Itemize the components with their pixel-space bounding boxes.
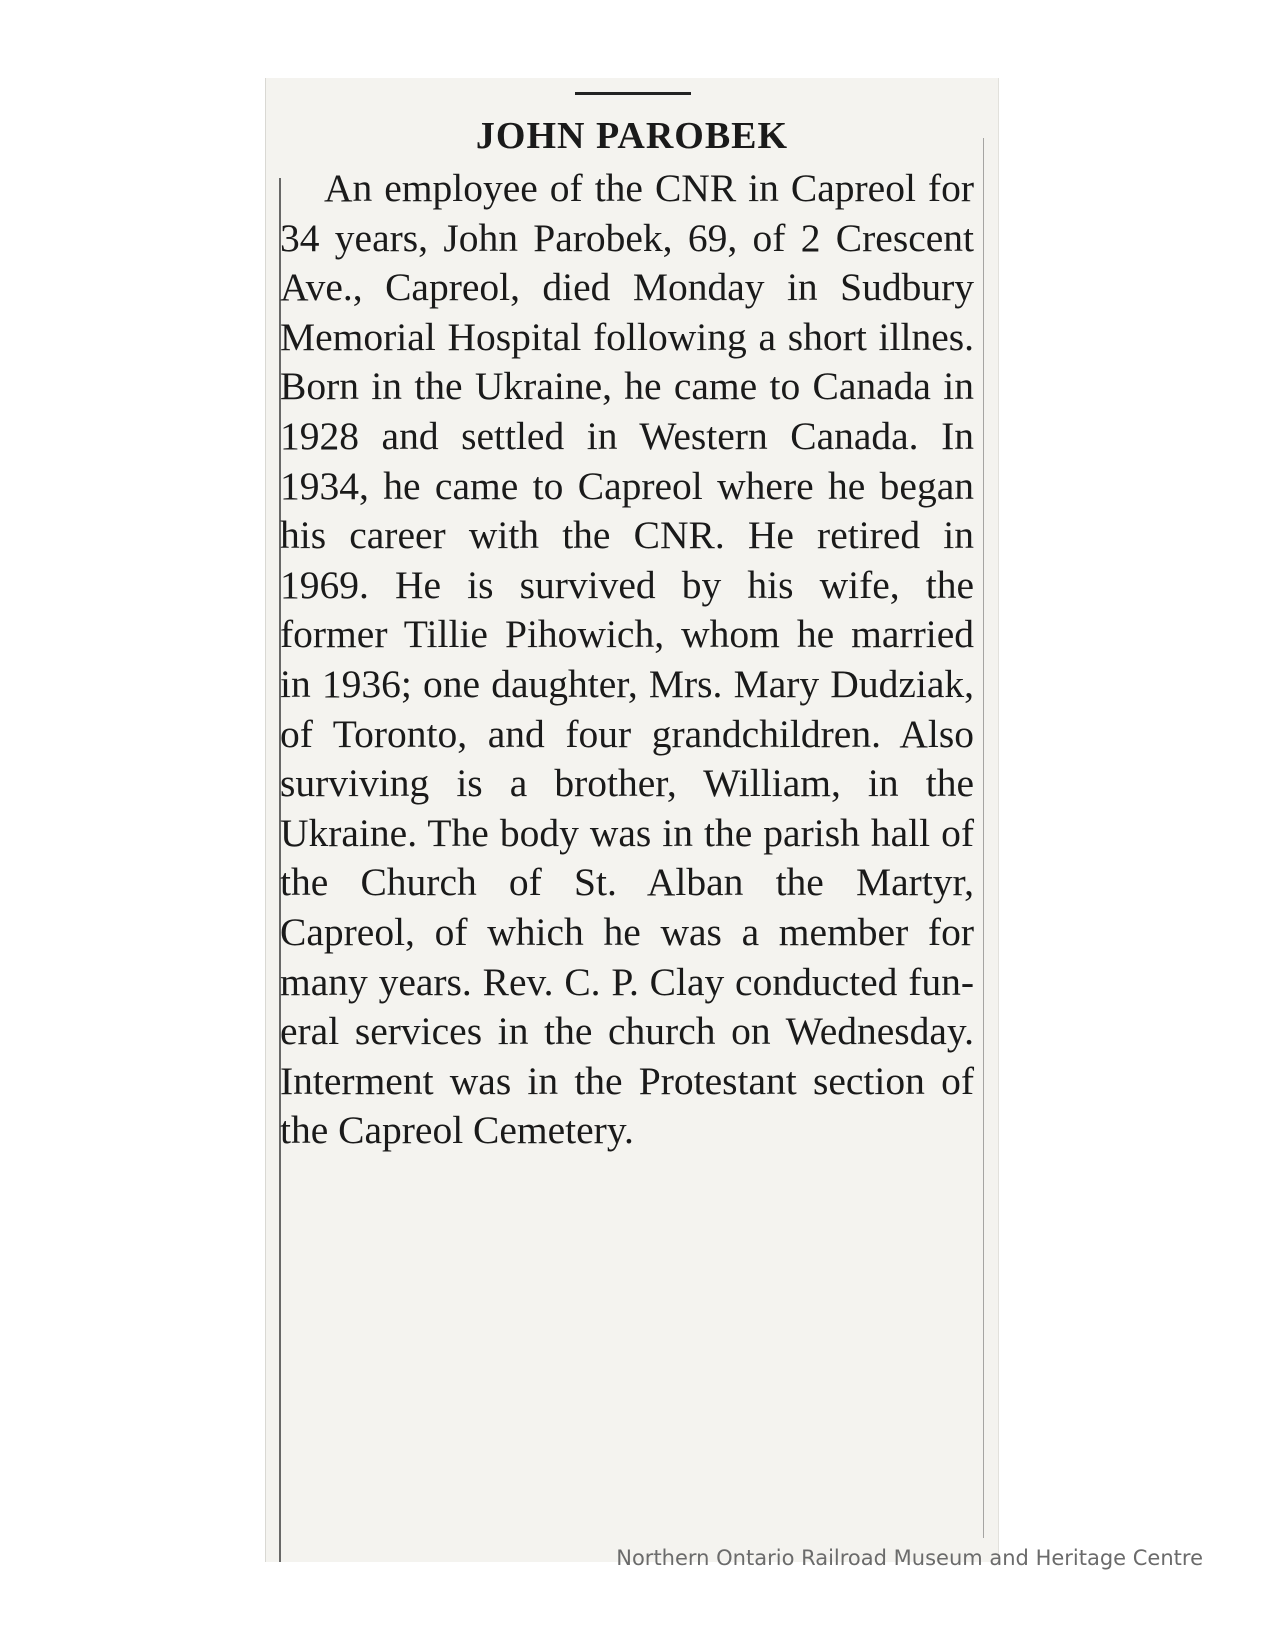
obituary-body-text: An employee of the CNR in Capreol for 34 years, John Parobek, 69, of 2 Crescent Ave., Capreol, died Monday in Sudbury Memorial Hospital following a short illnes. Born in the Ukraine, he came to Canada in 1928 and settled in Western Canada. In 1934, he came to Capreol where he began his career with the CNR. He retired in 1969. He is survived by his wife, the former Tillie Pihowich, whom he married in 1936; one daughter, Mrs. Mary Dudziak, of Toronto, and four grandchildren. Also surviving is a brother, William, in the Ukraine. The body was in the parish hall of the Church of St. Alban the Martyr, Capreol, of which he was a member for many years. Rev. C. P. Clay conducted funeral services in the church on Wednesday. Interment was in the Protestant section of the Capreol Cemetery. [280,166,974,1153]
source-credit: Northern Ontario Railroad Museum and Heritage Centre [616,1546,1203,1570]
clipping-column-rule-right [983,138,984,1538]
clipping-top-rule [575,92,691,95]
obituary-headline: JOHN PAROBEK [475,115,789,157]
newspaper-clipping [265,78,999,1562]
